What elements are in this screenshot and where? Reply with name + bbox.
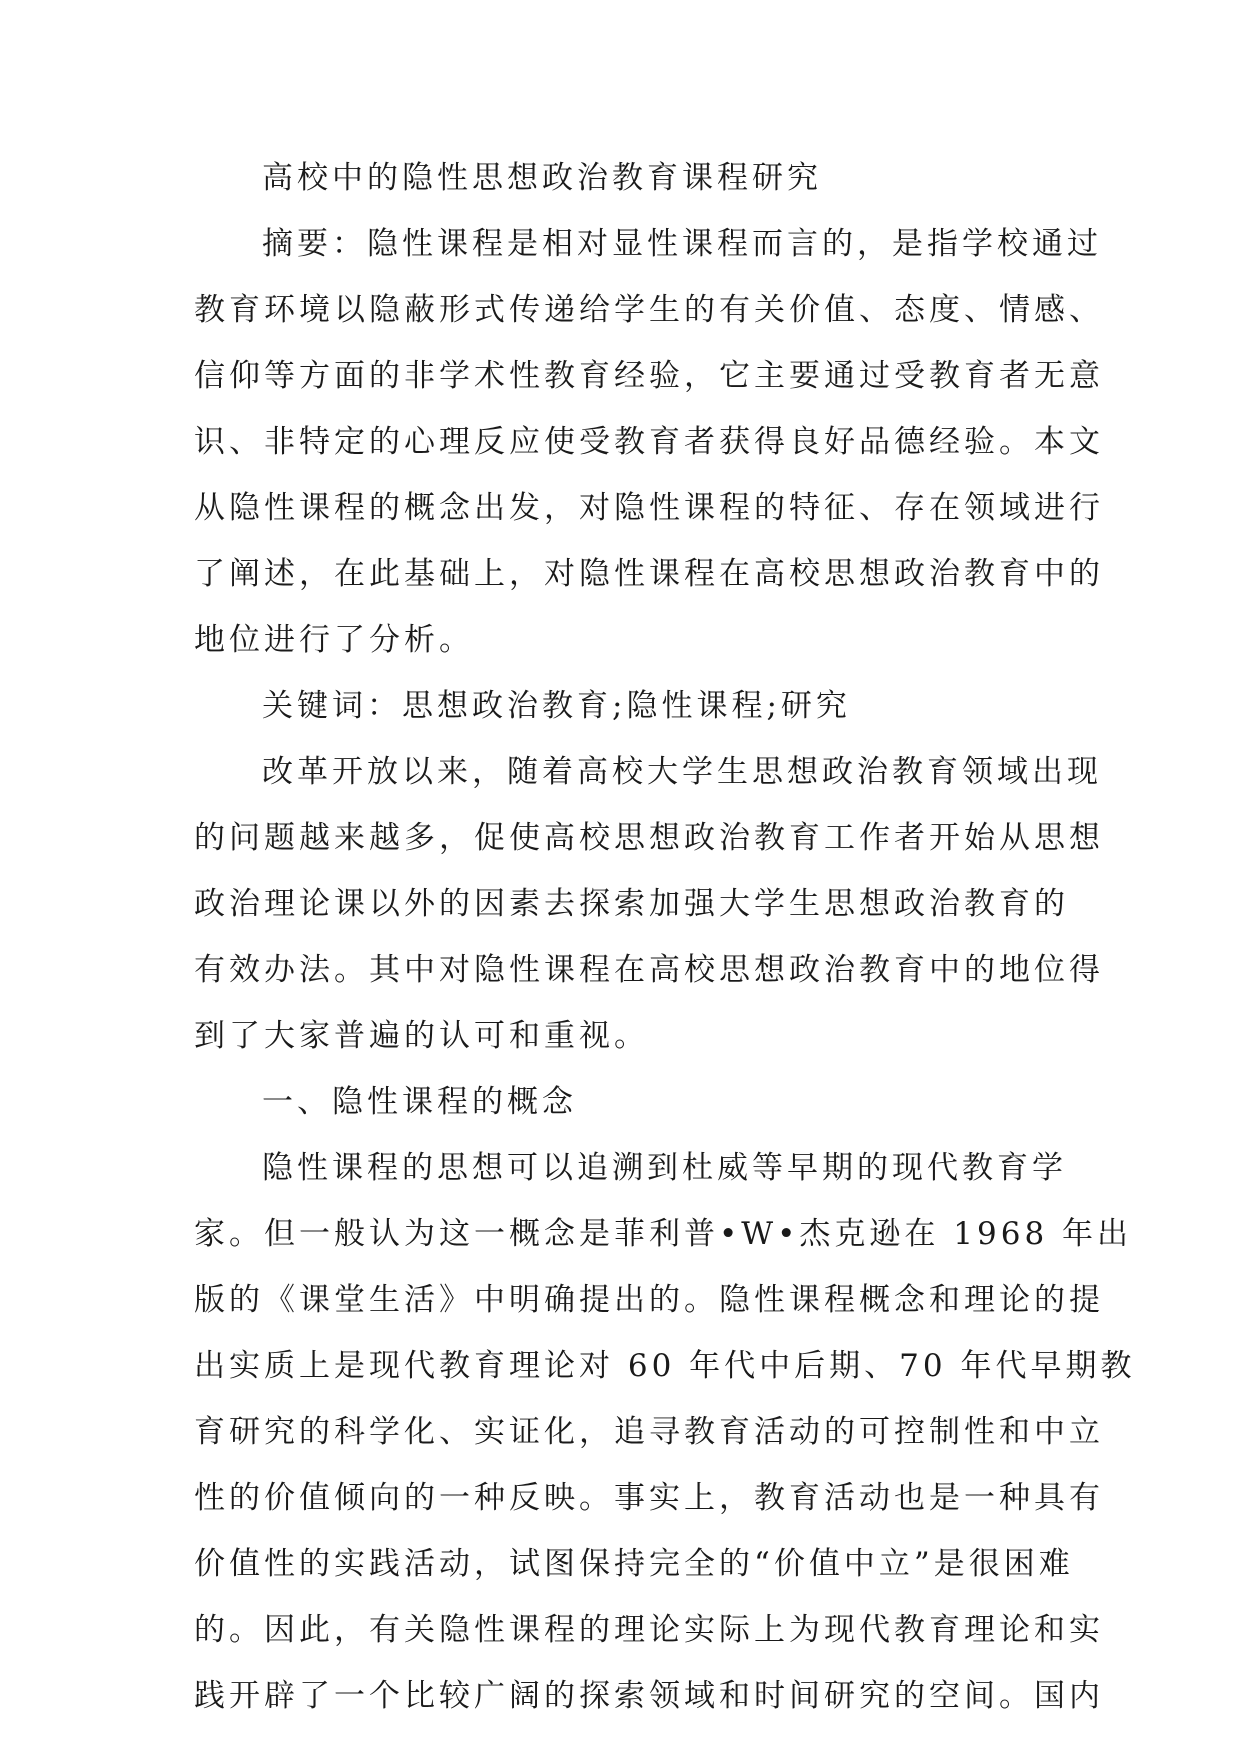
abstract-line: 了阐述，在此基础上，对隐性课程在高校思想政治教育中的: [194, 556, 1104, 592]
intro-line: 到了大家普遍的认可和重视。: [194, 1018, 649, 1054]
section-line: 隐性课程的思想可以追溯到杜威等早期的现代教育学: [262, 1150, 1067, 1186]
document-title: 高校中的隐性思想政治教育课程研究: [262, 160, 822, 196]
intro-line: 政治理论课以外的因素去探索加强大学生思想政治教育的: [194, 886, 1069, 922]
intro-line: 的问题越来越多，促使高校思想政治教育工作者开始从思想: [194, 820, 1104, 856]
abstract-line: 教育环境以隐蔽形式传递给学生的有关价值、态度、情感、: [194, 292, 1104, 328]
keywords-line: 关键词：思想政治教育;隐性课程;研究: [262, 688, 851, 724]
section-line: 版的《课堂生活》中明确提出的。隐性课程概念和理论的提: [194, 1282, 1104, 1318]
abstract-line: 从隐性课程的概念出发，对隐性课程的特征、存在领域进行: [194, 490, 1104, 526]
abstract-line: 摘要：隐性课程是相对显性课程而言的，是指学校通过: [262, 226, 1102, 262]
abstract-line: 信仰等方面的非学术性教育经验，它主要通过受教育者无意: [194, 358, 1104, 394]
abstract-line: 识、非特定的心理反应使受教育者获得良好品德经验。本文: [194, 424, 1104, 460]
section-line: 的。因此，有关隐性课程的理论实际上为现代教育理论和实: [194, 1612, 1104, 1648]
abstract-line: 地位进行了分析。: [194, 622, 474, 658]
section-line: 家。但一般认为这一概念是菲利普•W•杰克逊在 1968 年出: [194, 1216, 1133, 1252]
section-line: 践开辟了一个比较广阔的探索领域和时间研究的空间。国内: [194, 1678, 1104, 1714]
section-heading: 一、隐性课程的概念: [262, 1084, 577, 1120]
section-line: 价值性的实践活动，试图保持完全的“价值中立”是很困难: [194, 1546, 1074, 1582]
intro-line: 改革开放以来，随着高校大学生思想政治教育领域出现: [262, 754, 1102, 790]
section-line: 育研究的科学化、实证化，追寻教育活动的可控制性和中立: [194, 1414, 1104, 1450]
section-line: 性的价值倾向的一种反映。事实上，教育活动也是一种具有: [194, 1480, 1104, 1516]
section-line: 出实质上是现代教育理论对 60 年代中后期、70 年代早期教: [194, 1348, 1136, 1384]
intro-line: 有效办法。其中对隐性课程在高校思想政治教育中的地位得: [194, 952, 1104, 988]
